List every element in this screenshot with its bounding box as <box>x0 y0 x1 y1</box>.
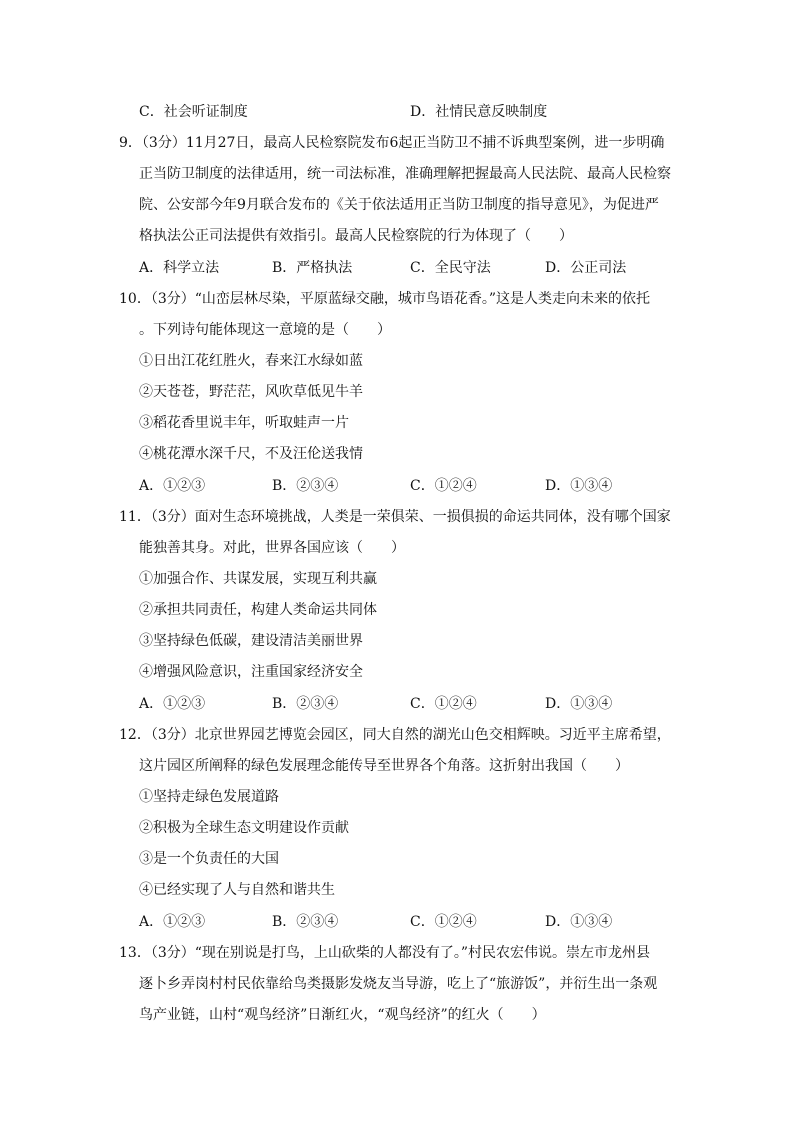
option-text: ①②③ <box>163 478 206 494</box>
q8-option-d <box>410 102 547 122</box>
option-letter: C． <box>410 478 435 494</box>
q11-option-c <box>410 694 477 714</box>
option-text: ①②④ <box>434 914 477 930</box>
q9-option-c <box>410 258 491 278</box>
option-letter: B． <box>272 260 297 276</box>
option-letter: A． <box>139 914 164 930</box>
option-text: ①②③ <box>163 914 206 930</box>
q10-item-4: ④桃花潭水深千尺，不及汪伦送我情 <box>139 446 363 462</box>
q13-stem-line-1: 13．（3分）“现在别说是打鸟，上山砍柴的人都没有了。”村民农宏伟说。崇左市龙州县 <box>119 945 651 961</box>
q12-item-1: ①坚持走绿色发展道路 <box>139 789 279 805</box>
q10-option-d <box>545 476 612 496</box>
q11-stem-line-1: 11．（3分）面对生态环境挑战，人类是一荣俱荣、一损俱损的命运共同体，没有哪个国家 <box>119 509 671 525</box>
q10-item-3: ③稻花香里说丰年，听取蛙声一片 <box>139 415 349 431</box>
q11-option-b <box>272 694 338 714</box>
q11-item-1: ①加强合作、共谋发展，实现互利共赢 <box>139 571 377 587</box>
option-text: 科学立法 <box>163 260 220 276</box>
q10-option-a <box>139 476 205 496</box>
option-text: ②③④ <box>296 696 339 712</box>
option-letter: A． <box>139 478 164 494</box>
option-letter: B． <box>272 914 297 930</box>
q10-item-1: ①日出江花红胜火，春来江水绿如蓝 <box>139 353 363 369</box>
q10-option-b <box>272 476 338 496</box>
q9-stem-line-1: 9．（3分）11月27日，最高人民检察院发布6起正当防卫不捕不诉典型案例，进一步明确 <box>119 135 665 151</box>
q11-option-d <box>545 694 612 714</box>
q9-stem-line-2: 正当防卫制度的法律适用，统一司法标准，准确理解把握最高人民法院、最高人民检察 <box>139 166 671 182</box>
q11-option-a <box>139 694 205 714</box>
option-letter: A． <box>139 696 164 712</box>
q13-stem-line-3: 鸟产业链，山村“观鸟经济”日渐红火，“观鸟经济”的红火（ ） <box>139 1007 546 1023</box>
q11-item-4: ④增强风险意识，注重国家经济安全 <box>139 664 363 680</box>
q10-option-c <box>410 476 477 496</box>
q12-option-c <box>410 912 477 932</box>
option-letter: D． <box>545 260 571 276</box>
option-text: ①②③ <box>163 696 206 712</box>
option-text: ①②④ <box>434 696 477 712</box>
q13-stem-line-2: 逐卜乡弄岗村村民依靠给鸟类摄影发烧友当导游，吃上了“旅游饭”，并衍生出一条观 <box>139 976 658 992</box>
q12-option-b <box>272 912 338 932</box>
q12-option-a <box>139 912 205 932</box>
q12-item-3: ③是一个负责任的大国 <box>139 851 279 867</box>
option-text: ②③④ <box>296 914 339 930</box>
option-letter: D． <box>545 478 571 494</box>
option-text: ①③④ <box>570 914 613 930</box>
option-text: 严格执法 <box>296 260 353 276</box>
option-letter: C． <box>139 104 164 120</box>
q9-option-a <box>139 258 219 278</box>
option-letter: C． <box>410 696 435 712</box>
option-letter: C． <box>410 260 435 276</box>
q11-stem-line-2: 能独善其身。对此，世界各国应该（ ） <box>139 540 405 556</box>
q12-item-4: ④已经实现了人与自然和谐共生 <box>139 882 335 898</box>
option-text: 社会听证制度 <box>163 104 248 120</box>
q9-option-d <box>545 258 626 278</box>
option-letter: D． <box>545 696 571 712</box>
option-text: 全民守法 <box>434 260 491 276</box>
option-letter: C． <box>410 914 435 930</box>
option-letter: D． <box>545 914 571 930</box>
option-letter: D． <box>410 104 436 120</box>
q11-item-2: ②承担共同责任，构建人类命运共同体 <box>139 602 377 618</box>
q12-item-2: ②积极为全球生态文明建设作贡献 <box>139 820 349 836</box>
option-text: ②③④ <box>296 478 339 494</box>
option-letter: B． <box>272 478 297 494</box>
q9-stem-line-3: 院、公安部今年9月联合发布的《关于依法适用正当防卫制度的指导意见》，为促进严 <box>139 197 659 213</box>
q12-stem-line-2: 这片园区所阐释的绿色发展理念能传导至世界各个角落。这折射出我国（ ） <box>139 758 629 774</box>
option-text: ①③④ <box>570 478 613 494</box>
option-letter: A． <box>139 260 164 276</box>
option-letter: B． <box>272 696 297 712</box>
q12-option-d <box>545 912 612 932</box>
q10-stem-line-2: 。下列诗句能体现这一意境的是（ ） <box>139 322 391 338</box>
q10-item-2: ②天苍苍，野茫茫，风吹草低见牛羊 <box>139 384 363 400</box>
q11-item-3: ③坚持绿色低碳，建设清洁美丽世界 <box>139 633 363 649</box>
q9-option-b <box>272 258 352 278</box>
q9-stem-line-4: 格执法公正司法提供有效指引。最高人民检察院的行为体现了（ ） <box>139 228 573 244</box>
option-text: ①②④ <box>434 478 477 494</box>
option-text: 社情民意反映制度 <box>435 104 548 120</box>
option-text: ①③④ <box>570 696 613 712</box>
option-text: 公正司法 <box>570 260 627 276</box>
q12-stem-line-1: 12．（3分）北京世界园艺博览会园区，同大自然的湖光山色交相辉映。习近平主席希望， <box>119 727 671 743</box>
q10-stem-line-1: 10．（3分）“山峦层林尽染，平原蓝绿交融，城市鸟语花香。”这是人类走向未来的依托 <box>119 291 651 307</box>
q8-option-c <box>139 102 248 122</box>
